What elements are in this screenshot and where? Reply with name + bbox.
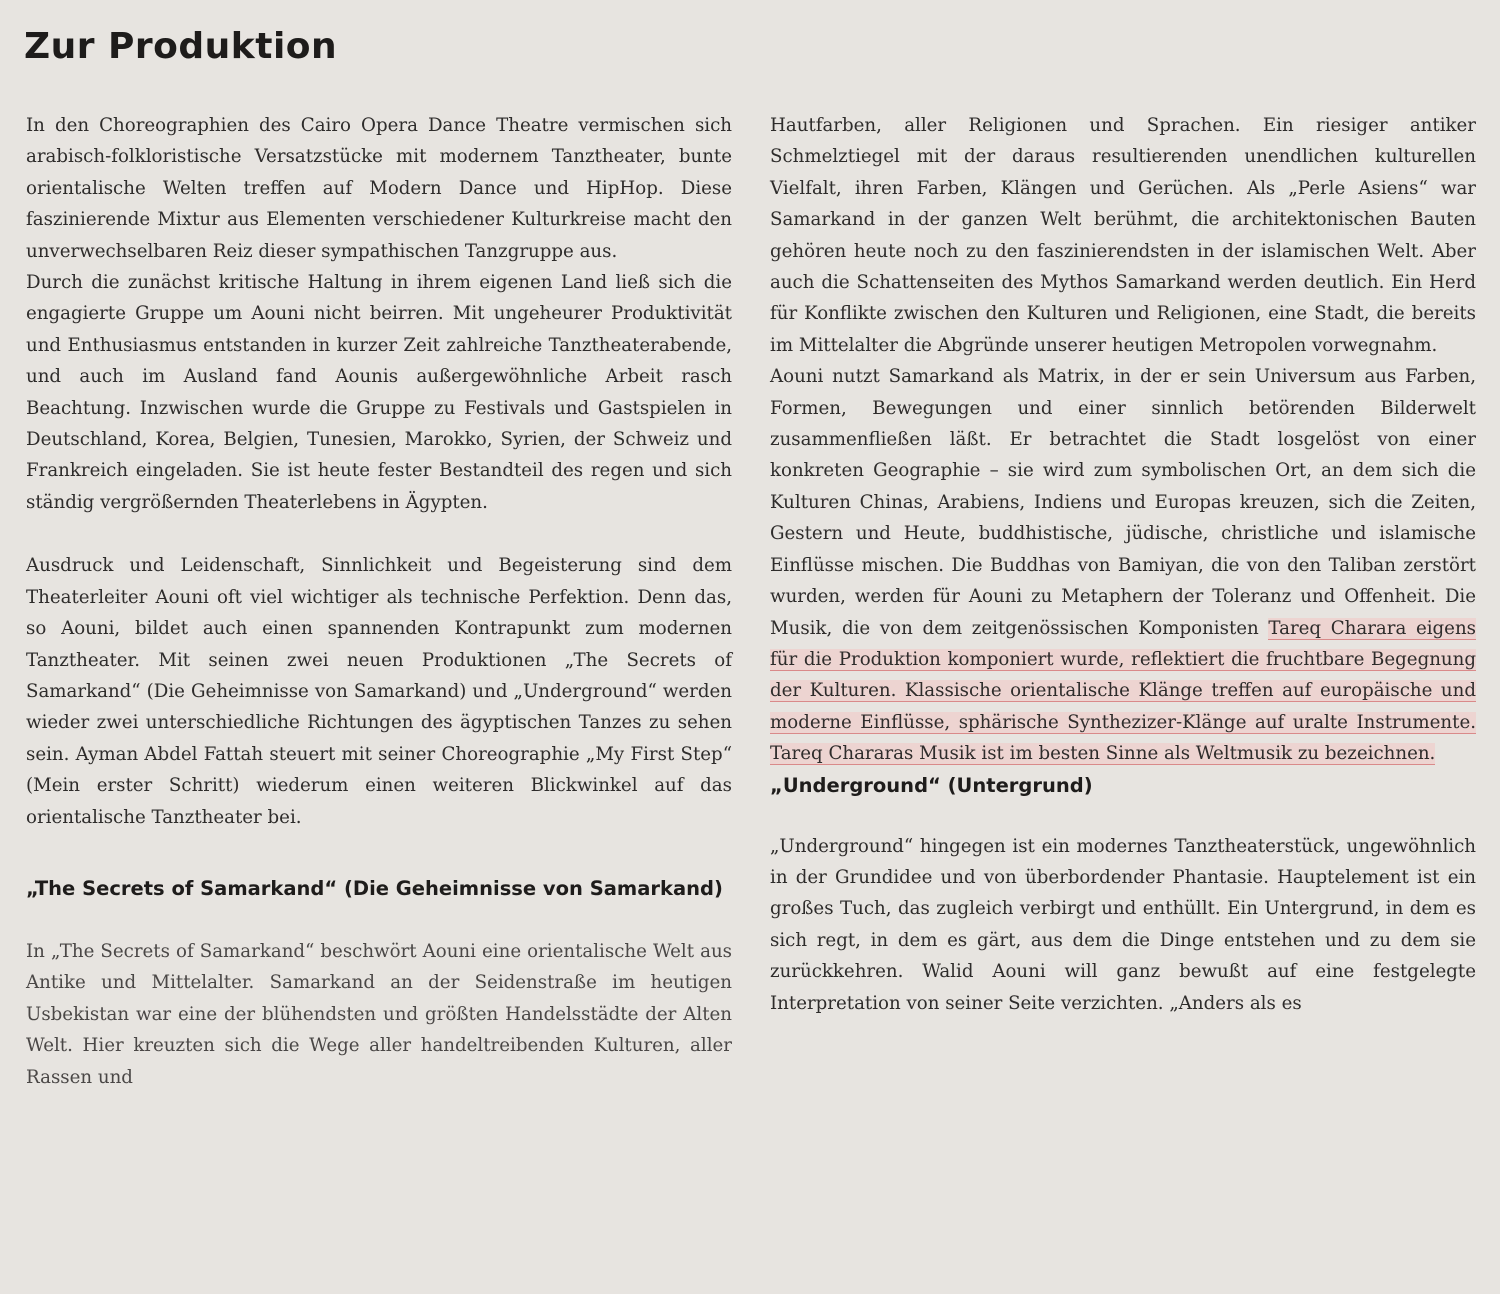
section-heading-samarkand: „The Secrets of Samarkand“ (Die Geheimnisse von Samarkand): [26, 876, 723, 900]
page-title: Zur Produktion: [24, 26, 338, 67]
paragraph-matrix: [770, 361, 1476, 769]
paragraph-productions: Ausdruck und Leidenschaft, Sinnlichkeit und Begeisterung sind dem Theaterleiter Aouni oft viel wichtiger als technische Perfektion. Denn das, so Aouni, bildet auch einen spannenden Kontrapunkt zum modernen Tanztheater. Mit seinen zwei neuen Produktionen „The Secrets of Samarkand“ (Die Geheimnisse von Samarkand) und „Underground“ werden wieder zwei unterschiedliche Richtungen des ägyptischen Tanzes zu sehen sein. Ayman Abdel Fattah steuert mit seiner Choreographie „My First Step“ (Mein erster Schritt) wiederum einen weiteren Blickwinkel auf das orientalische Tanztheater bei.: [26, 555, 732, 828]
paragraph-underground: „Underground“ hingegen ist ein modernes Tanztheaterstück, ungewöhnlich in der Grundidee und von überbordender Phantasie. Hauptelement ist ein großes Tuch, das zugleich verbirgt und enthüllt. Ein Untergrund, in dem es sich regt, in dem es gärt, aus dem die Dinge entstehen und zu dem sie zurückkehren. Walid Aouni will ganz bewußt auf eine festgelegte Interpretation von seiner Seite verzichten. „Anders als es: [770, 835, 1476, 1014]
paragraph-history: Durch die zunächst kritische Haltung in ihrem eigenen Land ließ sich die engagierte Gruppe um Aouni nicht beirren. Mit ungeheurer Produktivität und Enthusiasmus entstanden in kurzer Zeit zahlreiche Tanztheaterabende, und auch im Ausland fand Aounis außergewöhnliche Arbeit rasch Beachtung. Inzwischen wurde die Gruppe zu Festivals und Gastspielen in Deutschland, Korea, Belgien, Tunesien, Marokko, Syrien, der Schweiz und Frankreich eingeladen. Sie ist heute fester Bestandteil des regen und sich ständig vergrößernden Theaterlebens in Ägypten.: [26, 272, 732, 513]
section-heading-underground: „Underground“ (Untergrund): [770, 773, 1093, 797]
left-column: [26, 110, 732, 1093]
paragraph-samarkand: In „The Secrets of Samarkand“ beschwört Aouni eine orientalische Welt aus Antike und Mittelalter. Samarkand an der Seidenstraße im heutigen Usbekistan war eine der blühendsten und größten Handelsstädte der Alten Welt. Hier kreuzten sich die Wege aller handeltreibenden Kulturen, aller Rassen und: [26, 940, 732, 1088]
highlighted-passage: Tareq Charara eigens für die Produktion komponiert wurde, reflektiert die fruchtbare Begegnung der Kulturen. Klassische orientalische Klänge treffen auf europäische und moderne Einflüsse, sphärische Synthezizer-Klänge auf uralte Instrumente. Tareq Chararas Musik ist im besten Sinne als Weltmusik zu bezeichnen.: [770, 617, 1476, 765]
paragraph-matrix-text: Aouni nutzt Samarkand als Matrix, in der er sein Universum aus Farben, Formen, Bewegungen und einer sinnlich betörenden Bilderwelt zusammenfließen läßt. Er betrachtet die Stadt losgelöst von einer konkreten Geographie – sie wird zum symbolischen Ort, an dem sich die Kulturen Chinas, Arabiens, Indiens und Europas kreuzen, sich die Zeiten, Gestern und Heute, buddhistische, jüdische, christliche und islamische Einflüsse mischen. Die Buddhas von Bamiyan, die von den Taliban zerstört wurden, werden für Aouni zu Metaphern der Toleranz und Offenheit. Die Musik, die von dem zeitgenössischen Komponisten: [770, 366, 1476, 639]
paragraph-intro: In den Choreographien des Cairo Opera Dance Theatre vermischen sich arabisch-folkloristische Versatzstücke mit modernem Tanztheater, bunte orientalische Welten treffen auf Modern Dance und HipHop. Diese faszinierende Mixtur aus Elementen verschiedener Kulturkreise macht den unverwechselbaren Reiz dieser sympathischen Tanzgruppe aus.: [26, 115, 732, 262]
paragraph-samarkand-cont: Hautfarben, aller Religionen und Sprachen. Ein riesiger antiker Schmelztiegel mit der daraus resultierenden unendlichen kulturellen Vielfalt, ihren Farben, Klängen und Gerüchen. Als „Perle Asiens“ war Samarkand in der ganzen Welt berühmt, die architektonischen Bauten gehören heute noch zu den faszinierendsten in der islamischen Welt. Aber auch die Schattenseiten des Mythos Samarkand werden deutlich. Ein Herd für Konflikte zwischen den Kulturen und Religionen, eine Stadt, die bereits im Mittelalter die Abgründe unserer heutigen Metropolen vorwegnahm.: [770, 115, 1476, 356]
right-column: [770, 110, 1476, 1019]
